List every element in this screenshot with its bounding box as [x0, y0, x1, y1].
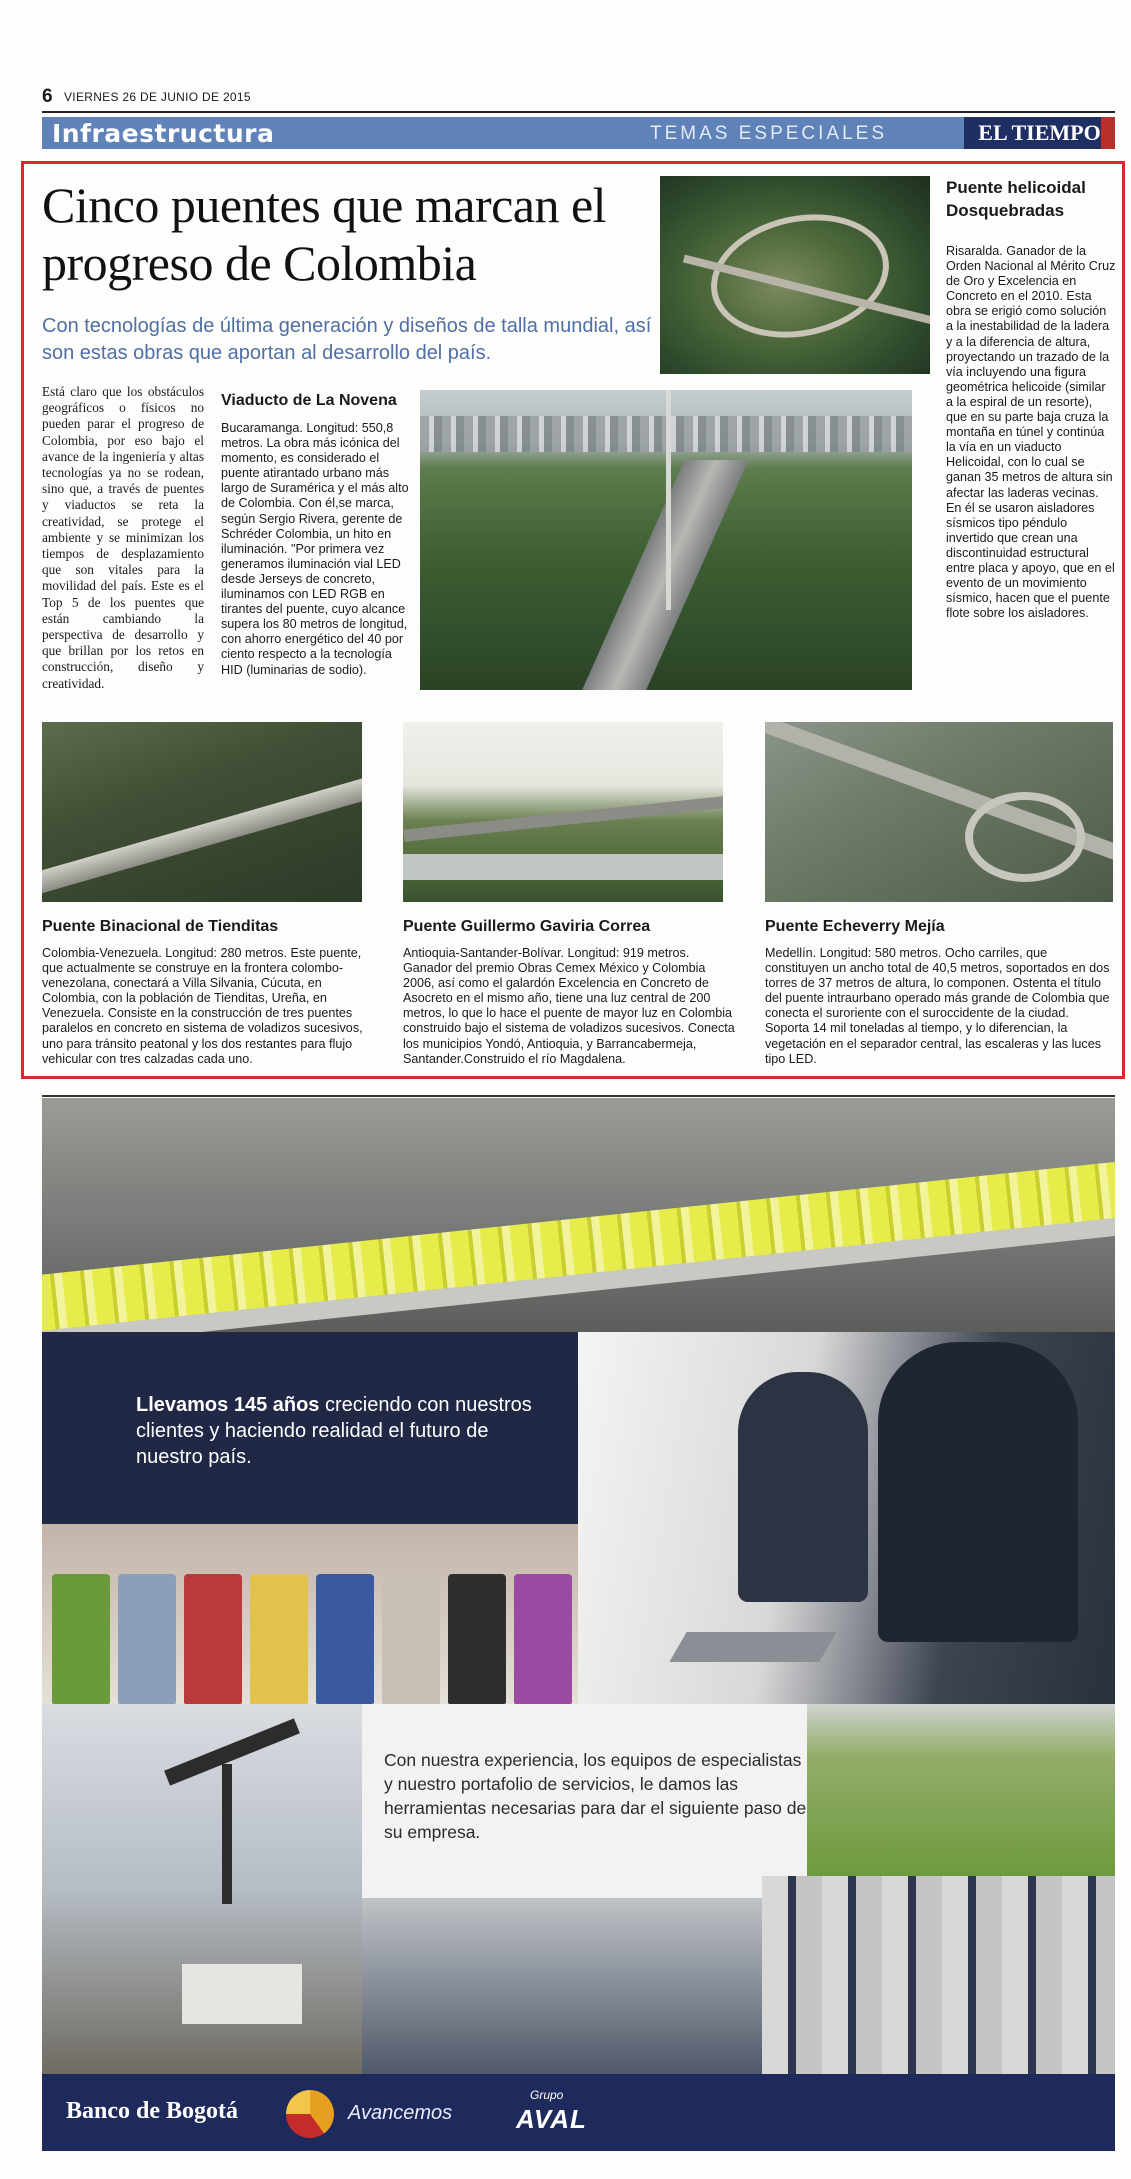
ad-headline-rest: creciendo con nuestros clientes y haciendo realidad el futuro de nuestro país.	[136, 1394, 532, 1468]
bridge-text-echeverry: Medellín. Longitud: 580 metros. Ocho carriles, que constituyen un ancho total de 40,5 metros, soportados en dos torres de 37 metros de altura, lo componen. Ostenta el título del puente intraurbano operado más grande de Colombia que conecta el suroriente con el suroccidente de la ciudad. Soporta 14 mil toneladas al tiempo, y lo diferencian, la vegetación en el separador central, las escaleras y las luces tipo LED.	[765, 946, 1110, 1066]
ad-headline-copy	[136, 1392, 556, 1470]
photo-viaducto-la-novena	[420, 390, 912, 690]
ad-slogan: Avancemos	[348, 2102, 453, 2124]
section-name: Infraestructura	[52, 119, 275, 148]
photo-tienditas-bridge	[42, 722, 362, 902]
ad-photo-thread-spools	[42, 1524, 578, 1704]
header-rule	[42, 111, 1115, 113]
bridge-title-gaviria: Puente Guillermo Gaviria Correa	[403, 918, 651, 935]
bridge-text-tienditas: Colombia-Venezuela. Longitud: 280 metros. Este puente, que actualmente se construye en la frontera colombo-venezolana, conectará a Villa Silvania, Cúcuta, en Colombia, con la población de Tienditas, Ureña, en Venezuela. Consiste en la construcción de tres puentes paralelos en concreto en sistema de voladizos sucesivos, uno para tránsito peatonal y los dos restantes para flujo vehicular con tres calzadas cada uno.	[42, 946, 363, 1066]
article-lead: Está claro que los obstáculos geográficos o físicos no pueden parar el progreso de Colombia, por eso bajo el avance de la ingeniería y altas tecnologías ya no se rodean, sino que, a través de puentes y viaductos se reta la creatividad, se protege el ambiente y se minimizan los tiempos de desplazamiento que son vitales para la movilidad del país. Este es el Top 5 de los puentes que están cambiando la perspectiva de desarrollo y que brillan por los retos en construcción, diseño y creatividad.	[42, 384, 204, 691]
photo-helicoidal-bridge	[660, 176, 930, 374]
bridge-text-novena: Bucaramanga. Longitud: 550,8 metros. La obra más icónica del momento, es considerado el puente atirantado urbano más largo de Suramérica y el más alto de Colombia. Con él,se marca, según Sergio Rivera, gerente de Schréder Colombia, un hito en iluminación. "Por primera vez generamos iluminación vial LED desde Jerseys de concreto, iluminamos con LED RGB en tirantes del puente, cuyo alcance supera los 80 metros de longitud, con ahorro energético del 40 por ciento respecto a la tecnología HID (luminarias de sodio).	[221, 421, 409, 677]
newspaper-logo: EL TIEMPO	[964, 117, 1115, 149]
ad-photo-factory	[42, 1098, 1115, 1332]
ad-photo-businessmen	[578, 1332, 1115, 1704]
bank-advertisement	[42, 1098, 1115, 2151]
article-headline: Cinco puentes que marcan el progreso de Colombia	[42, 177, 607, 291]
ad-photo-port	[362, 1898, 762, 2074]
bridge-title-echeverry: Puente Echeverry Mejía	[765, 918, 945, 935]
ad-body-copy: Con nuestra experiencia, los equipos de especialistas y nuestro portafolio de servicios, le damos las herramientas necesarias para dar el siguiente paso de su empresa.	[384, 1750, 807, 1842]
page-header	[42, 86, 1115, 108]
article-deck: Con tecnologías de última generación y diseños de talla mundial, así son estas obras que aportan al desarrollo del país.	[42, 315, 652, 364]
ad-top-rule	[42, 1095, 1115, 1097]
bridge-title-novena: Viaducto de La Novena	[221, 392, 397, 409]
bank-name: Banco de Bogotá	[66, 2098, 239, 2124]
group-label: Grupo	[530, 2088, 564, 2102]
bridge-text-gaviria: Antioquia-Santander-Bolívar. Longitud: 919 metros. Ganador del premio Obras Cemex México y Colombia 2006, así como el galardón Excelencia en Concreto de Asocreto en el mismo año, tiene una luz central de 200 metros, lo que lo hace el puente de mayor luz en Colombia construido bajo el sistema de voladizos sucesivos. Conecta los municipios Yondó, Antioquia, y Barrancabermeja, Santander.Construido el río Magdalena.	[403, 946, 735, 1066]
ad-headline-strong: Llevamos 145 años	[136, 1394, 320, 1416]
special-topics-label: TEMAS ESPECIALES	[650, 123, 888, 144]
bridge-title-dosquebradas: Puente helicoidal Dosquebradas	[946, 178, 1086, 220]
page-date: VIERNES 26 DE JUNIO DE 2015	[64, 90, 251, 104]
ad-photo-construction	[762, 1876, 1115, 2074]
ad-photo-greenhouse	[807, 1704, 1115, 1876]
bank-logo-icon	[286, 2090, 334, 2138]
ad-footer	[42, 2074, 1115, 2151]
photo-gaviria-bridge	[403, 722, 723, 902]
ad-photo-oil-pump	[42, 1704, 362, 2074]
photo-echeverry-bridge	[765, 722, 1113, 902]
page-number: 6	[42, 86, 53, 107]
bridge-text-dosquebradas: Risaralda. Ganador de la Orden Nacional al Mérito Cruz de Oro y Excelencia en Concreto en el 2010. Esta obra se erigió como solución a la inestabilidad de la ladera y a la diferencia de altura, proyectando un trazado de la vía incluyendo una figura geométrica helicoide (similar a la espiral de un resorte), que en su parte baja cruza la montaña en túnel y continúa la vía en un viaducto Helicoidal, con lo cual se ganan 35 metros de altura sin afectar las laderas vecinas. En él se usaron aisladores sísmicos tipo péndulo invertido que crean una discontinuidad estructural entre placa y apoyo, que en el evento de un movimiento sísmico, hacen que el puente flote sobre los aisladores.	[946, 244, 1116, 621]
group-logo: AVAL	[516, 2104, 587, 2134]
section-bar	[42, 117, 1115, 149]
bridge-title-tienditas: Puente Binacional de Tienditas	[42, 918, 279, 935]
